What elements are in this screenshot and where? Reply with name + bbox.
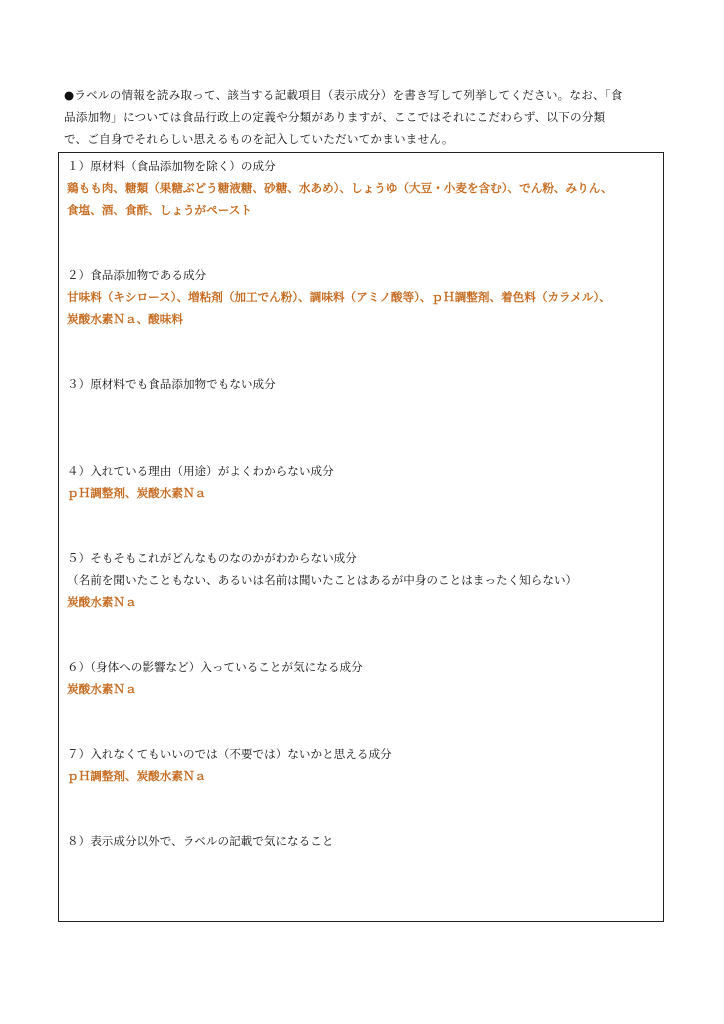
- section-8-other-concerns: [67, 830, 659, 852]
- section-7-unnecessary: [67, 743, 659, 787]
- section-4-answer-line-1[interactable]: ｐＨ調整剤、炭酸水素Ｎａ: [67, 486, 207, 500]
- section-2-answer-line-2[interactable]: 炭酸水素Ｎａ、酸味料: [67, 312, 183, 326]
- section-5-question: ５）そもそもこれがどんなものなのかがわからない成分: [67, 551, 357, 565]
- instructions-line-1: ●ラベルの情報を読み取って、該当する記載項目（表示成分）を書き写して列挙してください。なお、「食: [64, 88, 623, 102]
- section-5-unknown-substance: [67, 547, 659, 613]
- section-3-question: ３）原材料でも食品添加物でもない成分: [67, 377, 276, 391]
- section-6-health-concern: [67, 656, 659, 700]
- section-2-question: ２）食品添加物である成分: [67, 268, 207, 282]
- instructions: [64, 84, 676, 150]
- instructions-line-3: で、ご自身でそれらしい思えるものを記入していただいてかまいません。: [64, 132, 454, 146]
- section-7-question: ７）入れなくてもいいのでは（不要では）ないかと思える成分: [67, 747, 392, 761]
- section-5-answer-line-1[interactable]: 炭酸水素Ｎａ: [67, 595, 137, 609]
- section-4-unclear-purpose: [67, 460, 659, 504]
- section-1-raw-materials: [67, 155, 659, 221]
- section-7-answer-line-1[interactable]: ｐＨ調整剤、炭酸水素Ｎａ: [67, 769, 207, 783]
- section-1-answer-line-1[interactable]: 鶏もも肉、糖類（果糖ぶどう糖液糖、砂糖、水あめ）、しょうゆ（大豆・小麦を含む）、でん粉、みりん、: [67, 181, 613, 195]
- section-6-question: ６）（身体への影響など）入っていることが気になる成分: [67, 660, 363, 674]
- section-5-note: （名前を聞いたこともない、あるいは名前は聞いたことはあるが中身のことはまったく知らない）: [67, 573, 578, 587]
- instructions-line-2: 品添加物」については食品行政上の定義や分類がありますが、ここではそれにこだわらず、以下の分類: [64, 110, 606, 124]
- section-1-question: １）原材料（食品添加物を除く）の成分: [67, 159, 276, 173]
- answer-form-box: [58, 152, 664, 922]
- section-6-answer-line-1[interactable]: 炭酸水素Ｎａ: [67, 682, 137, 696]
- section-4-question: ４）入れている理由（用途）がよくわからない成分: [67, 464, 334, 478]
- section-1-answer-line-2[interactable]: 食塩、酒、食酢、しょうがペースト: [67, 203, 252, 217]
- section-8-question: ８）表示成分以外で、ラベルの記載で気になること: [67, 834, 334, 848]
- section-2-food-additives: [67, 264, 659, 330]
- section-3-neither: [67, 373, 659, 395]
- section-2-answer-line-1[interactable]: 甘味料（キシロース）、増粘剤（加工でん粉）、調味料（アミノ酸等）、ｐＨ調整剤、着色料（カラメル）、: [67, 290, 611, 304]
